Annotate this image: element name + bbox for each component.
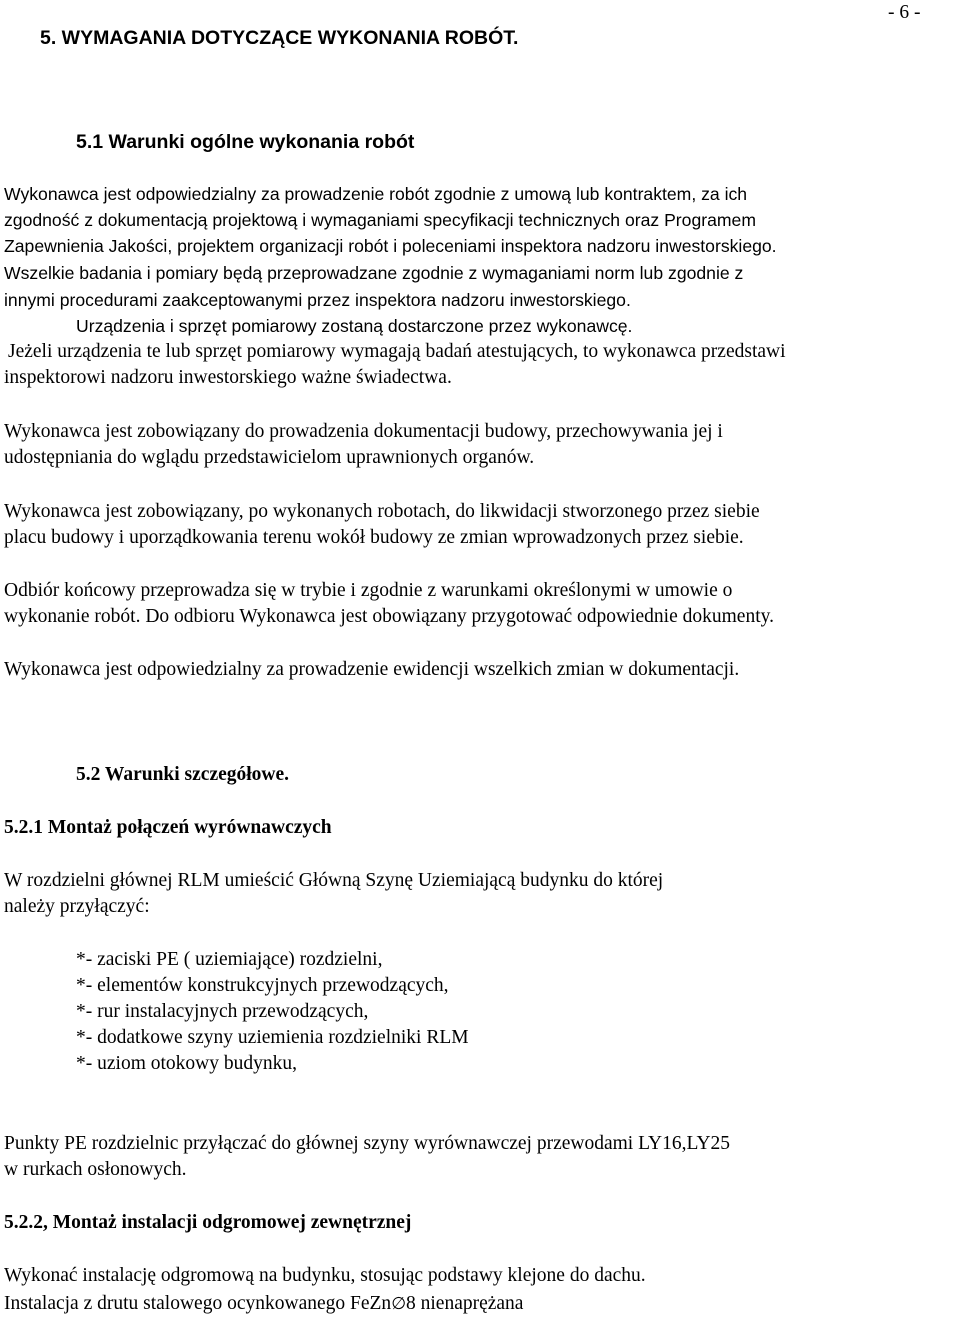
text-line bbox=[4, 1293, 523, 1315]
text-line: Wykonawca jest odpowiedzialny za prowadzenie robót zgodnie z umową lub kontraktem, za ich bbox=[4, 184, 748, 204]
text-line: Wykonawca jest zobowiązany do prowadzenia dokumentacji budowy, przechowywania jej i bbox=[4, 421, 723, 442]
text-line: Zapewnienia Jakości, projektem organizacji robót i poleceniami inspektora nadzoru inwestorskiego. bbox=[4, 236, 777, 256]
text-line: W rozdzielni głównej RLM umieścić Główną Szynę Uziemiającą budynku do której bbox=[4, 870, 664, 891]
text-line: innymi procedurami zaakceptowanymi przez inspektora nadzoru inwestorskiego. bbox=[4, 290, 631, 310]
list-item: *- elementów konstrukcyjnych przewodzących, bbox=[76, 975, 449, 996]
text-line: Wszelkie badania i pomiary będą przeprowadzane zgodnie z wymaganiami norm lub zgodnie z bbox=[4, 263, 744, 283]
list-item: *- dodatkowe szyny uziemienia rozdzielniki RLM bbox=[76, 1027, 469, 1048]
text-line: zgodność z dokumentacją projektową i wymaganiami specyfikacji technicznych oraz Programem bbox=[4, 210, 756, 230]
text-line: placu budowy i uporządkowania terenu wokół budowy ze zmian wprowadzonych przez siebie. bbox=[4, 527, 744, 548]
diameter-symbol: ∅ bbox=[391, 1294, 406, 1314]
subsection-heading-5-2-1: 5.2.1 Montaż połączeń wyrównawczych bbox=[4, 817, 332, 838]
subsection-heading-5-1: 5.1 Warunki ogólne wykonania robót bbox=[76, 131, 415, 153]
subsection-heading-5-2: 5.2 Warunki szczegółowe. bbox=[76, 764, 290, 785]
text-line: Jeżeli urządzenia te lub sprzęt pomiarowy wymagają badań atestujących, to wykonawca przedstawi bbox=[8, 341, 786, 362]
text-line: udostępniania do wglądu przedstawicielom uprawnionych organów. bbox=[4, 447, 535, 468]
text-segment: 8 nienaprężana bbox=[406, 1293, 524, 1314]
text-line: Punkty PE rozdzielnic przyłączać do głównej szyny wyrównawczej przewodami LY16,LY25 bbox=[4, 1133, 731, 1154]
subsection-heading-5-2-2: 5.2.2, Montaż instalacji odgromowej zewnętrznej bbox=[4, 1212, 412, 1233]
text-segment: Instalacja z drutu stalowego ocynkowanego FeZn bbox=[4, 1293, 392, 1314]
text-line: należy przyłączyć: bbox=[4, 896, 150, 917]
list-item: *- zaciski PE ( uziemiające) rozdzielni, bbox=[76, 949, 383, 970]
text-line: Wykonać instalację odgromową na budynku, stosując podstawy klejone do dachu. bbox=[4, 1265, 646, 1286]
text-line: Odbiór końcowy przeprowadza się w trybie i zgodnie z warunkami określonymi w umowie o bbox=[4, 580, 733, 601]
list-item: *- uziom otokowy budynku, bbox=[76, 1053, 297, 1074]
section-heading: 5. WYMAGANIA DOTYCZĄCE WYKONANIA ROBÓT. bbox=[40, 27, 519, 49]
list-item: *- rur instalacyjnych przewodzących, bbox=[76, 1001, 369, 1022]
text-line: inspektorowi nadzoru inwestorskiego ważne świadectwa. bbox=[4, 367, 452, 388]
text-line: Urządzenia i sprzęt pomiarowy zostaną dostarczone przez wykonawcę. bbox=[76, 316, 633, 336]
text-line: Wykonawca jest odpowiedzialny za prowadzenie ewidencji wszelkich zmian w dokumentacji. bbox=[4, 659, 740, 680]
text-line: w rurkach osłonowych. bbox=[4, 1159, 187, 1180]
page-number: - 6 - bbox=[888, 2, 921, 23]
text-line: Wykonawca jest zobowiązany, po wykonanych robotach, do likwidacji stworzonego przez siebie bbox=[4, 501, 760, 522]
text-line: wykonanie robót. Do odbioru Wykonawca jest obowiązany przygotować odpowiednie dokumenty. bbox=[4, 606, 774, 627]
